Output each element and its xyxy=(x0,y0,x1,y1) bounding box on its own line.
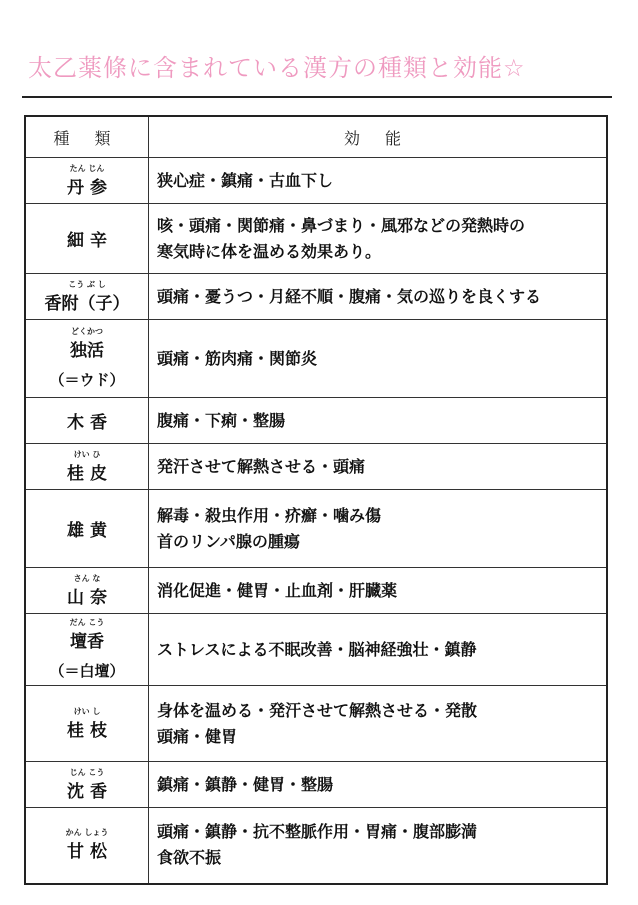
herb-name-cell xyxy=(25,444,149,490)
herb-name-cell xyxy=(25,274,149,320)
herb-name: 桂 皮 xyxy=(67,463,107,484)
table-row xyxy=(25,762,607,808)
herb-reading: たん じん xyxy=(69,163,105,173)
herb-effect-cell xyxy=(149,686,608,762)
herb-name-cell xyxy=(25,204,149,274)
table-header-row xyxy=(25,116,607,158)
herb-effect-cell xyxy=(149,204,608,274)
herb-reading: けい し xyxy=(73,706,101,716)
table-row xyxy=(25,686,607,762)
herb-effect-cell xyxy=(149,398,608,444)
herb-name: 丹 参 xyxy=(67,177,107,198)
herb-effect-cell xyxy=(149,808,608,884)
herb-name-cell xyxy=(25,158,149,204)
herb-name-cell xyxy=(25,490,149,568)
herb-reading: かん しょう xyxy=(65,828,109,838)
herb-name-cell xyxy=(25,808,149,884)
effect-line: 消化促進・健胃・止血剤・肝臓薬 xyxy=(157,580,398,600)
herb-name-cell xyxy=(25,398,149,444)
effect-line: 腹痛・下痢・整腸 xyxy=(157,410,286,430)
herb-effect-cell xyxy=(149,320,608,398)
effect-line: 発汗させて解熱させる・頭痛 xyxy=(157,456,366,476)
herb-reading: こう ぶ し xyxy=(68,279,106,289)
table-row xyxy=(25,568,607,614)
herb-effect-cell xyxy=(149,614,608,686)
title-divider xyxy=(22,96,612,98)
table-row xyxy=(25,204,607,274)
herb-reading: じん こう xyxy=(69,767,105,777)
herb-effect-cell xyxy=(149,568,608,614)
effect-line: 頭痛・鎮静・抗不整脈作用・胃痛・腹部膨満 xyxy=(157,822,478,842)
herb-name: 細 辛 xyxy=(67,231,107,251)
header-effect: 効 能 xyxy=(149,116,608,158)
herb-name: 甘 松 xyxy=(67,842,107,863)
table-row xyxy=(25,320,607,398)
effect-line: 身体を温める・発汗させて解熱させる・発散 xyxy=(157,700,478,720)
table-row xyxy=(25,398,607,444)
table-row xyxy=(25,158,607,204)
table-row xyxy=(25,490,607,568)
herb-name: 沈 香 xyxy=(67,781,107,802)
herb-reading: さん な xyxy=(73,573,101,583)
herb-name-cell xyxy=(25,614,149,686)
herb-effect-cell xyxy=(149,762,608,808)
herb-table xyxy=(24,115,608,885)
table-row xyxy=(25,808,607,884)
table-row xyxy=(25,444,607,490)
effect-line: 解毒・殺虫作用・疥癬・噛み傷 xyxy=(157,505,382,525)
herb-reading: けい ひ xyxy=(73,449,101,459)
herb-name-cell xyxy=(25,320,149,398)
herb-name: 独活 xyxy=(70,341,104,361)
herb-name: 桂 枝 xyxy=(67,720,107,741)
effect-line: 頭痛・憂うつ・月経不順・腹痛・気の巡りを良くする xyxy=(157,286,542,306)
table-row xyxy=(25,614,607,686)
herb-effect-cell xyxy=(149,158,608,204)
header-type: 種 類 xyxy=(25,116,149,158)
effect-line: 頭痛・筋肉痛・関節炎 xyxy=(157,348,318,368)
page-title: 太乙薬條に含まれている漢方の種類と効能☆ xyxy=(28,54,526,82)
herb-reading: だん こう xyxy=(69,618,105,627)
table-body xyxy=(25,158,607,884)
herb-effect-cell xyxy=(149,490,608,568)
effect-line: 頭痛・健胃 xyxy=(157,726,238,746)
herb-effect-cell xyxy=(149,444,608,490)
herb-alias: （＝ウド） xyxy=(49,371,125,389)
herb-reading: どくかつ xyxy=(71,327,103,336)
herb-name-cell xyxy=(25,762,149,808)
herb-alias: （＝白壇） xyxy=(49,662,125,680)
herb-name: 壇香 xyxy=(70,632,104,652)
herb-name: 香附（子） xyxy=(44,293,130,314)
herb-name: 雄 黄 xyxy=(67,521,107,541)
table-row xyxy=(25,274,607,320)
effect-line: 寒気時に体を温める効果あり。 xyxy=(157,241,382,261)
effect-line: ストレスによる不眠改善・脳神経強壮・鎮静 xyxy=(157,639,477,659)
effect-line: 首のリンパ腺の腫瘍 xyxy=(157,531,300,551)
effect-line: 食欲不振 xyxy=(157,848,222,868)
herb-name-cell xyxy=(25,568,149,614)
effect-line: 咳・頭痛・関節痛・鼻づまり・風邪などの発熱時の xyxy=(157,215,526,235)
herb-name-cell xyxy=(25,686,149,762)
herb-effect-cell xyxy=(149,274,608,320)
effect-line: 狭心症・鎮痛・古血下し xyxy=(157,170,334,190)
herb-name: 木 香 xyxy=(67,413,107,433)
herb-name: 山 奈 xyxy=(67,587,107,608)
effect-line: 鎮痛・鎮静・健胃・整腸 xyxy=(157,774,334,794)
